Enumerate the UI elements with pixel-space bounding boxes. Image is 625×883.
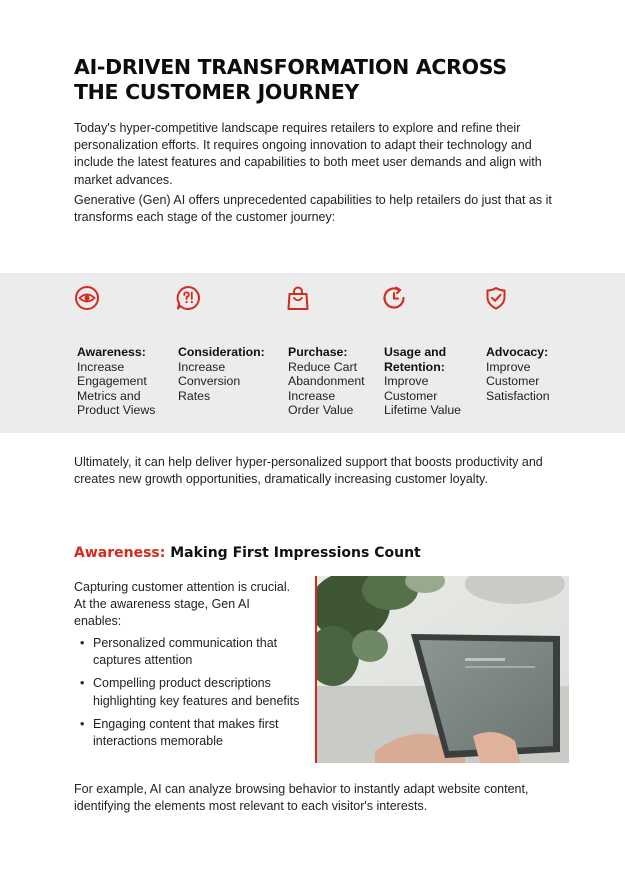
stage-usage-title-2: Retention: <box>384 359 445 374</box>
stage-usage-retention <box>381 285 462 418</box>
stage-advocacy-line: Customer <box>486 374 540 389</box>
stage-purchase-line: Reduce Cart <box>288 359 358 374</box>
stage-advocacy <box>483 285 550 403</box>
stage-awareness-line: Metrics and <box>77 388 141 403</box>
stage-usage-line: Lifetime Value <box>384 403 462 418</box>
stage-awareness-line: Engagement <box>77 374 147 389</box>
stage-usage-line: Customer <box>384 388 438 403</box>
stage-usage-title: Usage and <box>384 345 447 359</box>
shield-check-icon <box>483 285 509 311</box>
journey-stages-band <box>0 273 625 433</box>
stage-advocacy-line: Satisfaction <box>486 388 550 403</box>
eye-icon <box>74 285 100 311</box>
question-exclamation-icon <box>175 285 201 311</box>
section-heading-title: Making First Impressions Count <box>170 545 421 561</box>
stage-consideration-line: Increase <box>178 359 226 374</box>
stage-purchase-line: Order Value <box>288 403 354 418</box>
section-heading-highlight: Awareness: <box>74 545 166 561</box>
stage-awareness-title: Awareness: <box>77 345 146 359</box>
stage-consideration-line: Conversion <box>178 374 241 389</box>
stage-awareness-line: Product Views <box>77 403 156 418</box>
stage-consideration <box>175 285 265 403</box>
section-heading <box>74 545 421 561</box>
list-item: • Personalized communication that captures attention <box>74 635 304 669</box>
laptop-photo <box>315 576 569 763</box>
stage-purchase-line: Increase <box>288 388 336 403</box>
shopping-bag-icon <box>285 285 311 311</box>
benefits-list <box>74 635 304 756</box>
stage-consideration-title: Consideration: <box>178 345 265 359</box>
list-item: • Engaging content that makes first interactions memorable <box>74 716 304 750</box>
section-lead: Capturing customer attention is crucial. At the awareness stage, Gen AI enables: <box>74 580 291 629</box>
stage-purchase-line: Abandonment <box>288 374 365 389</box>
stage-awareness <box>74 285 156 418</box>
intro-paragraph-2: Generative (Gen) AI offers unprecedented capabilities to help retailers do just that as it transforms each stage of the customer journey: <box>74 193 552 225</box>
stage-advocacy-title: Advocacy: <box>486 345 549 359</box>
stage-purchase <box>285 285 365 418</box>
stage-purchase-title: Purchase: <box>288 345 348 359</box>
stage-usage-line: Improve <box>384 374 429 389</box>
page-title: AI-DRIVEN TRANSFORMATION ACROSS THE CUSTOMER JOURNEY <box>74 55 507 104</box>
refresh-clock-icon <box>381 285 407 311</box>
stage-awareness-line: Increase <box>77 359 125 374</box>
list-item: • Compelling product descriptions highlighting key features and benefits <box>74 675 304 709</box>
summary-paragraph: Ultimately, it can help deliver hyper-personalized support that boosts productivity and creates new growth opportunities, dramatically increasing customer loyalty. <box>74 455 543 487</box>
example-paragraph: For example, AI can analyze browsing behavior to instantly adapt website content, identifying the elements most relevant to each visitor's interests. <box>74 782 529 814</box>
stage-advocacy-line: Improve <box>486 359 531 374</box>
stage-consideration-line: Rates <box>178 388 211 403</box>
intro-paragraph-1: Today's hyper-competitive landscape requires retailers to explore and refine their personalization efforts. It requires ongoing innovation to adapt their technology and include the latest features and capabilities to both meet user demands and align with market advances. <box>74 121 542 187</box>
